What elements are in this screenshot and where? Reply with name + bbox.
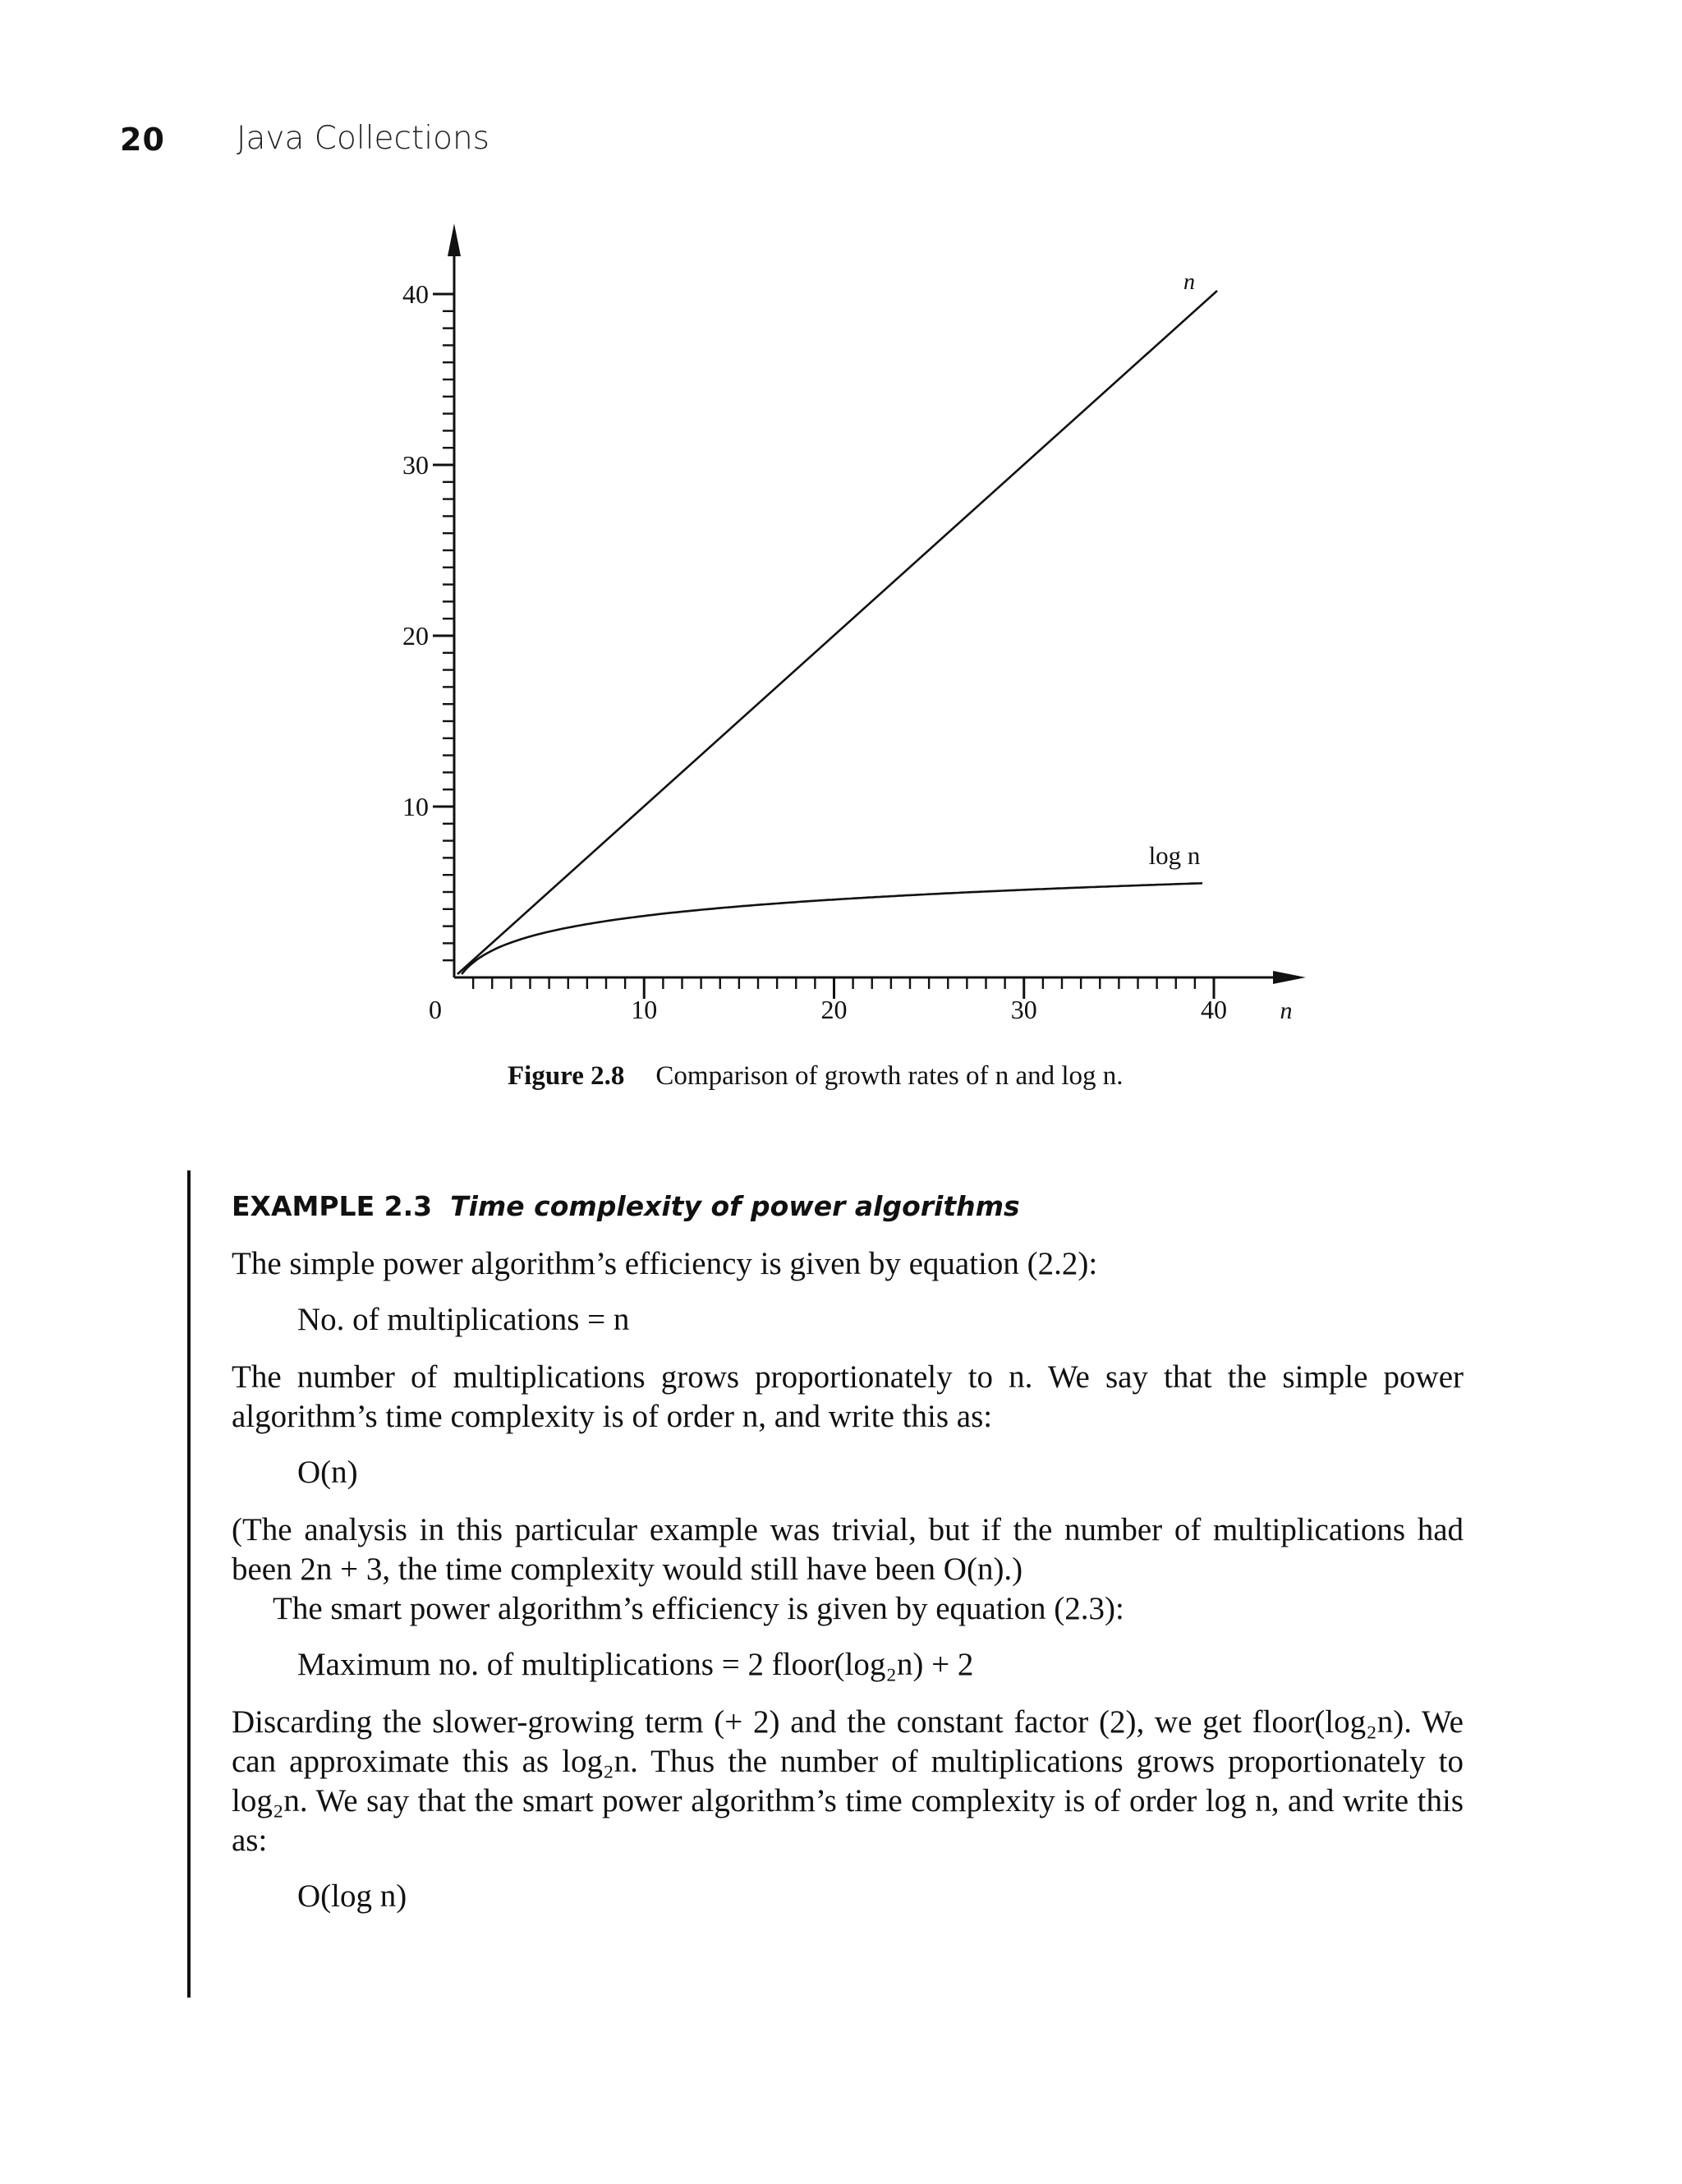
y-tick-label: 10 xyxy=(402,792,429,821)
paragraph-2: The number of multiplications grows proportionately to n. We say that the simple power algorithm’s time complexity is of order n, and write this as: xyxy=(232,1359,1464,1434)
y-tick-label: 30 xyxy=(402,450,429,480)
growth-chart xyxy=(0,0,1682,1068)
series-log-n-curve xyxy=(462,883,1202,974)
series-label-log-n: log n xyxy=(1148,841,1201,870)
x-tick-label: 30 xyxy=(1010,995,1037,1024)
example-block xyxy=(232,1187,1464,1934)
chart-tick-labels xyxy=(402,279,1293,1024)
x-tick-label: 20 xyxy=(820,995,848,1024)
example-heading xyxy=(232,1187,1464,1226)
equation-2: O(n) xyxy=(297,1455,358,1490)
example-title: Time complexity of power algorithms xyxy=(450,1190,1020,1222)
paragraph-1: The simple power algorithm’s efficiency is given by equation (2.2): xyxy=(232,1246,1098,1281)
y-tick-label: 20 xyxy=(402,621,429,651)
x-tick-label: 10 xyxy=(631,995,658,1024)
paragraph-4: The smart power algorithm’s efficiency is given by equation (2.3): xyxy=(273,1591,1124,1626)
y-axis-arrow xyxy=(448,223,461,256)
equation-1: No. of multiplications = n xyxy=(297,1302,630,1337)
paragraph-5: Discarding the slower-growing term (+ 2) and the constant factor (2), we get floor(log₂n). We can approximate this as log₂n. Thus the number of multiplications grows proportionately to log₂n. We say that the smart power algorithm’s time complexity is of order log n, and write this as: xyxy=(232,1704,1464,1858)
equation-4: O(log n) xyxy=(297,1878,407,1914)
equation-3: Maximum no. of multiplications = 2 floor(log₂n) + 2 xyxy=(297,1647,974,1682)
y-tick-label: 40 xyxy=(402,279,429,309)
page-number: 20 xyxy=(120,122,165,158)
chart-series-labels xyxy=(1149,269,1201,870)
figure-caption-text: Comparison of growth rates of n and log n. xyxy=(655,1061,1124,1091)
figure-label: Figure 2.8 xyxy=(508,1061,625,1091)
chart-axes xyxy=(448,223,1306,984)
series-n-line xyxy=(457,291,1217,974)
origin-label: 0 xyxy=(429,995,442,1024)
x-axis-label: n xyxy=(1280,997,1293,1024)
example-label: EXAMPLE 2.3 xyxy=(232,1190,433,1222)
example-margin-rule xyxy=(187,1170,191,1998)
running-title: Java Collections xyxy=(237,120,490,157)
paragraph-3: (The analysis in this particular example was trivial, but if the number of multiplications had been 2n + 3, the time complexity would still have been O(n).) xyxy=(232,1512,1464,1587)
figure-caption xyxy=(508,1061,1124,1092)
x-tick-label: 40 xyxy=(1201,995,1227,1024)
series-label-n: n xyxy=(1183,269,1195,295)
chart-series xyxy=(457,291,1217,974)
x-axis-arrow xyxy=(1273,971,1306,984)
